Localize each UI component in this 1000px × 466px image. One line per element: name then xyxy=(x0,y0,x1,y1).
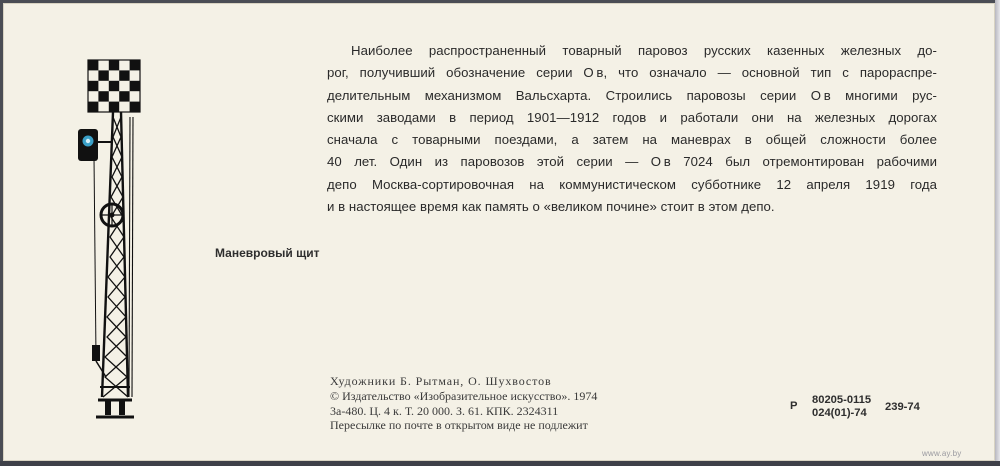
scan-edge-bottom xyxy=(0,461,1000,466)
signal-lamp xyxy=(78,129,112,161)
winch-wheel xyxy=(101,204,123,226)
credits-block xyxy=(330,374,750,433)
catalog-code-line1: 80205-0115 xyxy=(812,394,872,406)
description-line: скими заводами в период 1901—1912 годов и работали они на железных дорогах xyxy=(327,109,937,125)
publisher-credit: © Издательство «Изобразительное искусство». 1974 xyxy=(330,388,598,403)
description-line: и в настоящее время как память о «великом почине» стоит в этом депо. xyxy=(327,199,775,215)
print-info: 3а-480. Ц. 4 к. Т. 20 000. З. 61. КПК. 2324311 xyxy=(330,403,559,418)
mail-note: Пересылке по почте в открытом виде не подлежит xyxy=(330,418,588,433)
catalog-code-suffix: 239-74 xyxy=(885,401,920,413)
illustration-caption: Маневровый щит xyxy=(215,246,320,260)
watermark: www.ay.by xyxy=(922,449,962,458)
shunting-signal-illustration xyxy=(72,57,152,422)
catalog-letter: Р xyxy=(790,400,798,412)
description-line: сначала с товарными поездами, а затем на маневрах в общей сложности более xyxy=(327,132,937,148)
description-line: рог, получивший обозначение серии О в, что означало — основной тип с парораспре- xyxy=(327,65,937,81)
description-line: делительным механизмом Вальсхарта. Строились паровозы серии О в многими рус- xyxy=(327,87,937,103)
description-line: депо Москва-сортировочная на коммунистическом субботнике 12 апреля 1919 года xyxy=(327,176,937,192)
description-paragraph xyxy=(327,40,937,218)
scan-edge-right xyxy=(995,0,1000,466)
description-line: Наиболее распространенный товарный паровоз русских казенных железных до- xyxy=(351,43,937,58)
catalog-code-line2: 024(01)-74 xyxy=(812,407,867,419)
description-line: 40 лет. Один из паровозов этой серии — О в 7024 был отремонтирован рабочими xyxy=(327,154,937,170)
artists-credit: Художники Б. Рытман, О. Шухвостов xyxy=(330,374,552,388)
checkered-board xyxy=(88,60,140,112)
lattice-mast xyxy=(94,112,134,417)
